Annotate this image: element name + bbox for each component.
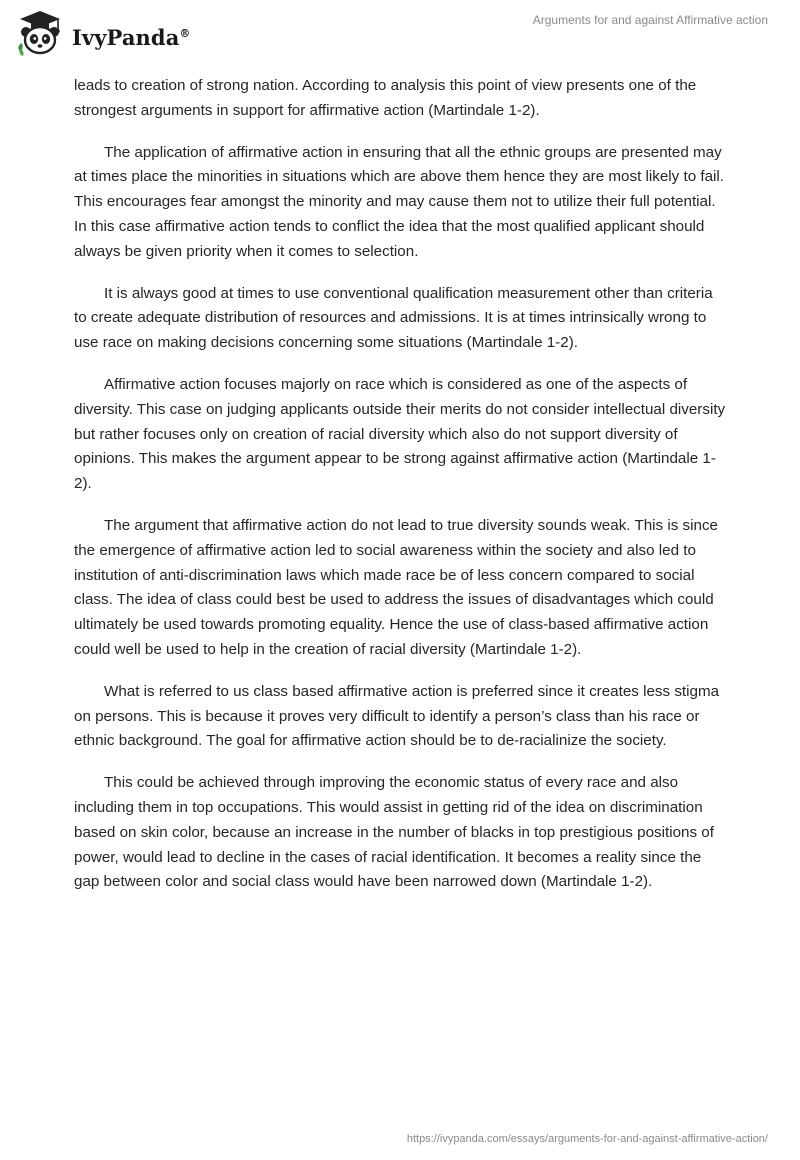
paragraph: leads to creation of strong nation. According to analysis this point of view presents one of the strongest arguments in support for affirmative action (Martindale 1-2).	[74, 77, 697, 119]
panda-graduate-logo-icon	[14, 8, 66, 60]
paragraph: The argument that affirmative action do not lead to true diversity sounds weak. This is since the emergence of affirmative action led to social awareness within the society and also led to institution of anti-discrimination laws which made race be of less concern compared to social class. The idea of class could best be used to address the issues of disadvantages which could ultimately be used towards promoting equality. Hence the use of class-based affirmative action could well be used to help in the creation of racial diversity (Martindale 1-2).	[74, 516, 719, 658]
registered-mark: ®	[179, 26, 191, 40]
source-url[interactable]: https://ivypanda.com/essays/arguments-for-and-against-affirmative-action/	[406, 1133, 768, 1145]
brand-name: IvyPanda®	[72, 24, 191, 50]
paragraph: It is always good at times to use conventional qualification measurement other than criteria to create adequate distribution of resources and admissions. It is at times intrinsically wrong to use race on making decisions concerning some situations (Martindale 1-2).	[74, 284, 713, 352]
paragraph: The application of affirmative action in ensuring that all the ethnic groups are presented may at times place the minorities in situations which are above them hence they are most likely to fail. This encourages fear amongst the minority and may cause them not to utilize their full potential. In this case affirmative action tends to conflict the idea that the most qualified applicant should always be given priority when it comes to selection.	[74, 143, 724, 260]
paragraph: This could be achieved through improving the economic status of every race and also including them in top occupations. This would assist in getting rid of the idea on discrimination based on skin color, because an increase in the number of blacks in top prestigious positions of power, would lead to decline in the cases of racial identification. It becomes a reality since the gap between color and social class would have been narrowed down (Martindale 1-2).	[74, 774, 714, 891]
paragraph: What is referred to us class based affirmative action is preferred since it creates less stigma on persons. This is because it proves very difficult to identify a person’s class than his race or ethnic background. The goal for affirmative action should be to de-racialinize the society.	[74, 682, 720, 750]
paragraph: Affirmative action focuses majorly on race which is considered as one of the aspects of diversity. This case on judging applicants outside their merits do not consider intellectual diversity but rather focuses only on creation of racial diversity which also do not support diversity of opinions. This makes the argument appear to be strong against affirmative action (Martindale 1-2).	[74, 375, 726, 493]
essay-body	[74, 74, 728, 912]
page-header	[0, 0, 800, 64]
ivypanda-logo[interactable]	[14, 8, 191, 60]
document-title: Arguments for and against Affirmative action	[532, 13, 768, 27]
